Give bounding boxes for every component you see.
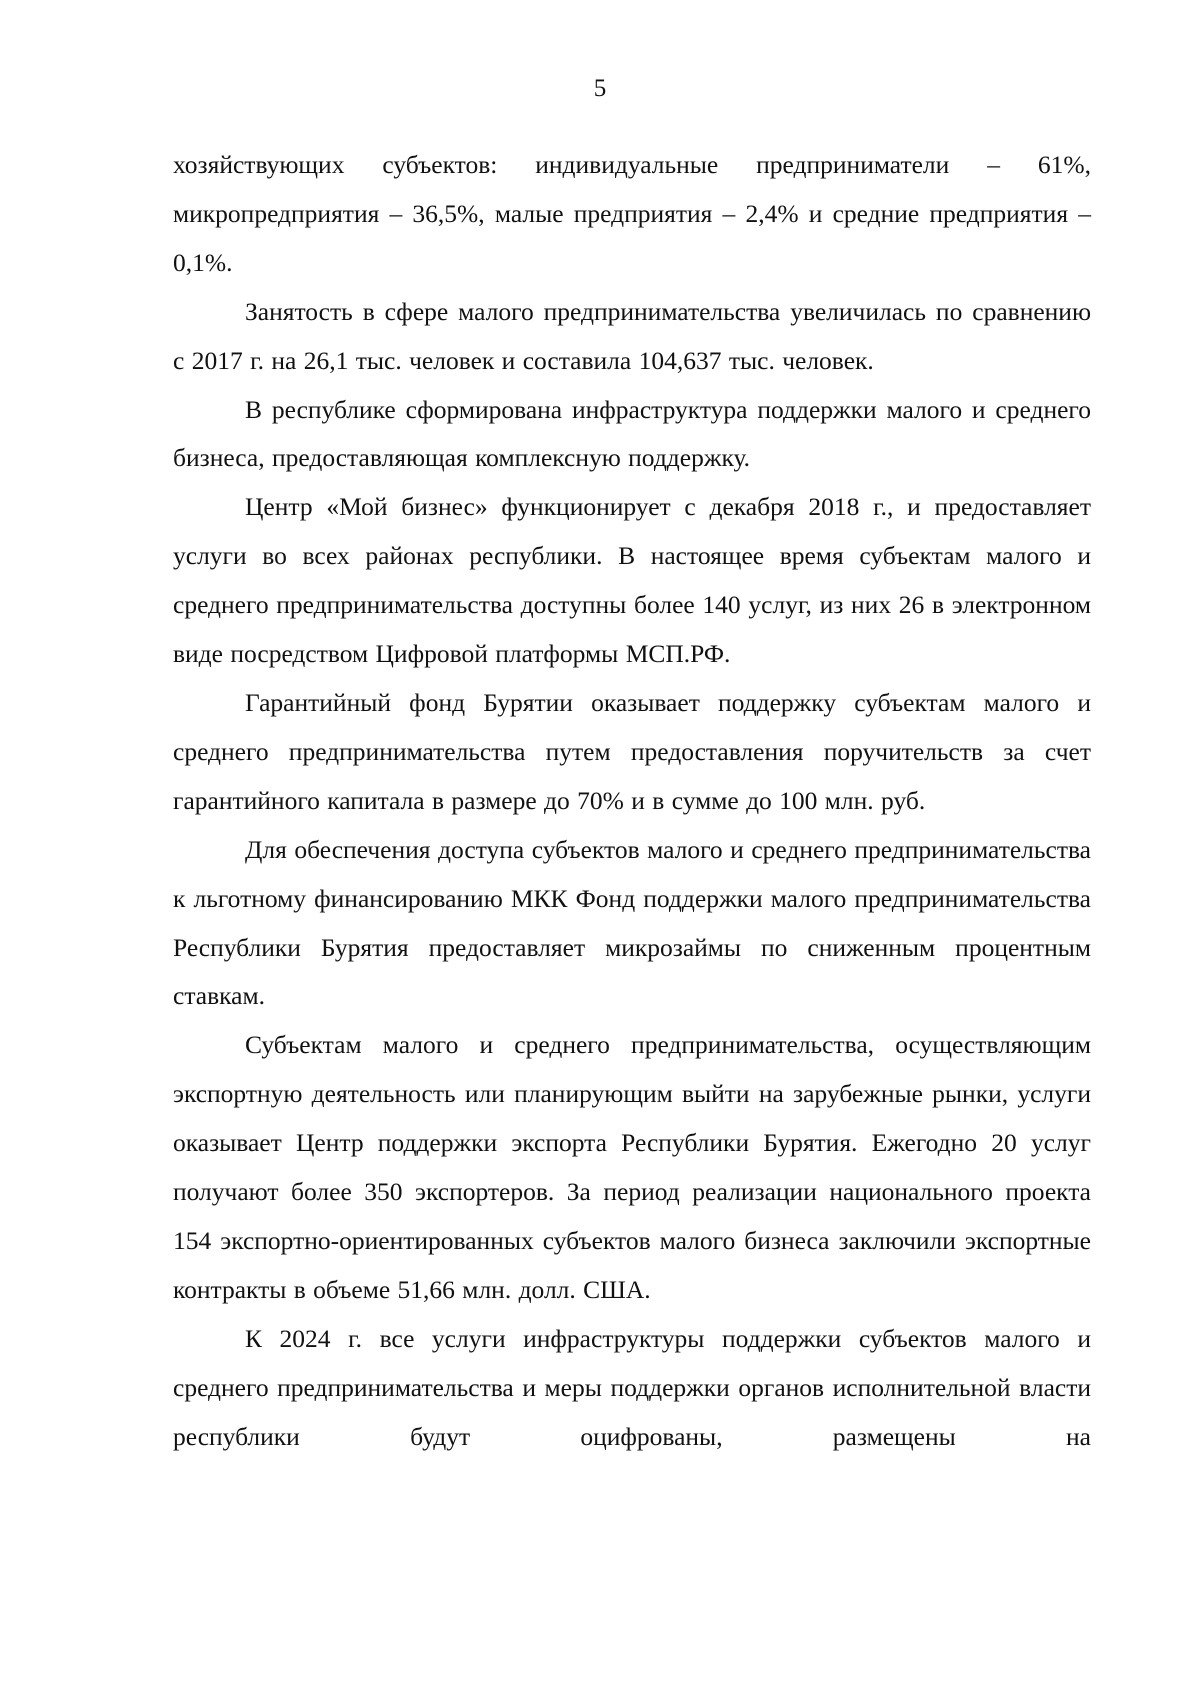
paragraph-infrastructure: В республике сформирована инфраструктура поддержки малого и среднего бизнеса, предоставляющая комплексную поддержку.	[173, 394, 1091, 473]
paragraph-my-business-center: Центр «Мой бизнес» функционирует с декабря 2018 г., и предоставляет услуги во всех районах республики. В настоящее время субъектам малого и среднего предпринимательства доступны более 140 услуг, из них 26 в электронном виде посредством Цифровой платформы МСП.РФ.	[173, 492, 1091, 669]
paragraph-subjects-structure: хозяйствующих субъектов: индивидуальные предприниматели – 61%, микропредприятия – 36,5%, малые предприятия – 2,4% и средние предприятия – 0,1%.	[173, 150, 1091, 277]
paragraph-employment: Занятость в сфере малого предпринимательства увеличилась по сравнению с 2017 г. на 26,1 тыс. человек и составила 104,637 тыс. человек.	[173, 296, 1091, 375]
page-number: 5	[593, 75, 607, 102]
paragraph-export-center: Субъектам малого и среднего предпринимательства, осуществляющим экспортную деятельность или планирующим выйти на зарубежные рынки, услуги оказывает Центр поддержки экспорта Республики Бурятия. Ежегодно 20 услуг получают более 350 экспортеров. За период реализации национального проекта 154 экспортно-ориентированных субъектов малого бизнеса заключили экспортные контракты в объеме 51,66 млн. долл. США.	[173, 1030, 1091, 1304]
paragraph-guarantee-fund: Гарантийный фонд Бурятии оказывает поддержку субъектам малого и среднего предпринимательства путем предоставления поручительств за счет гарантийного капитала в размере до 70% и в сумме до 100 млн. руб.	[173, 687, 1091, 815]
body-text	[173, 141, 1091, 1461]
paragraph-microloans: Для обеспечения доступа субъектов малого и среднего предпринимательства к льготному финансированию МКК Фонд поддержки малого предпринимательства Республики Бурятия предоставляет микрозаймы по сниженным процентным ставкам.	[173, 834, 1091, 1011]
paragraph-digitalization: К 2024 г. все услуги инфраструктуры поддержки субъектов малого и среднего предпринимательства и меры поддержки органов исполнительной власти республики будут оцифрованы, размещены на	[173, 1323, 1091, 1451]
